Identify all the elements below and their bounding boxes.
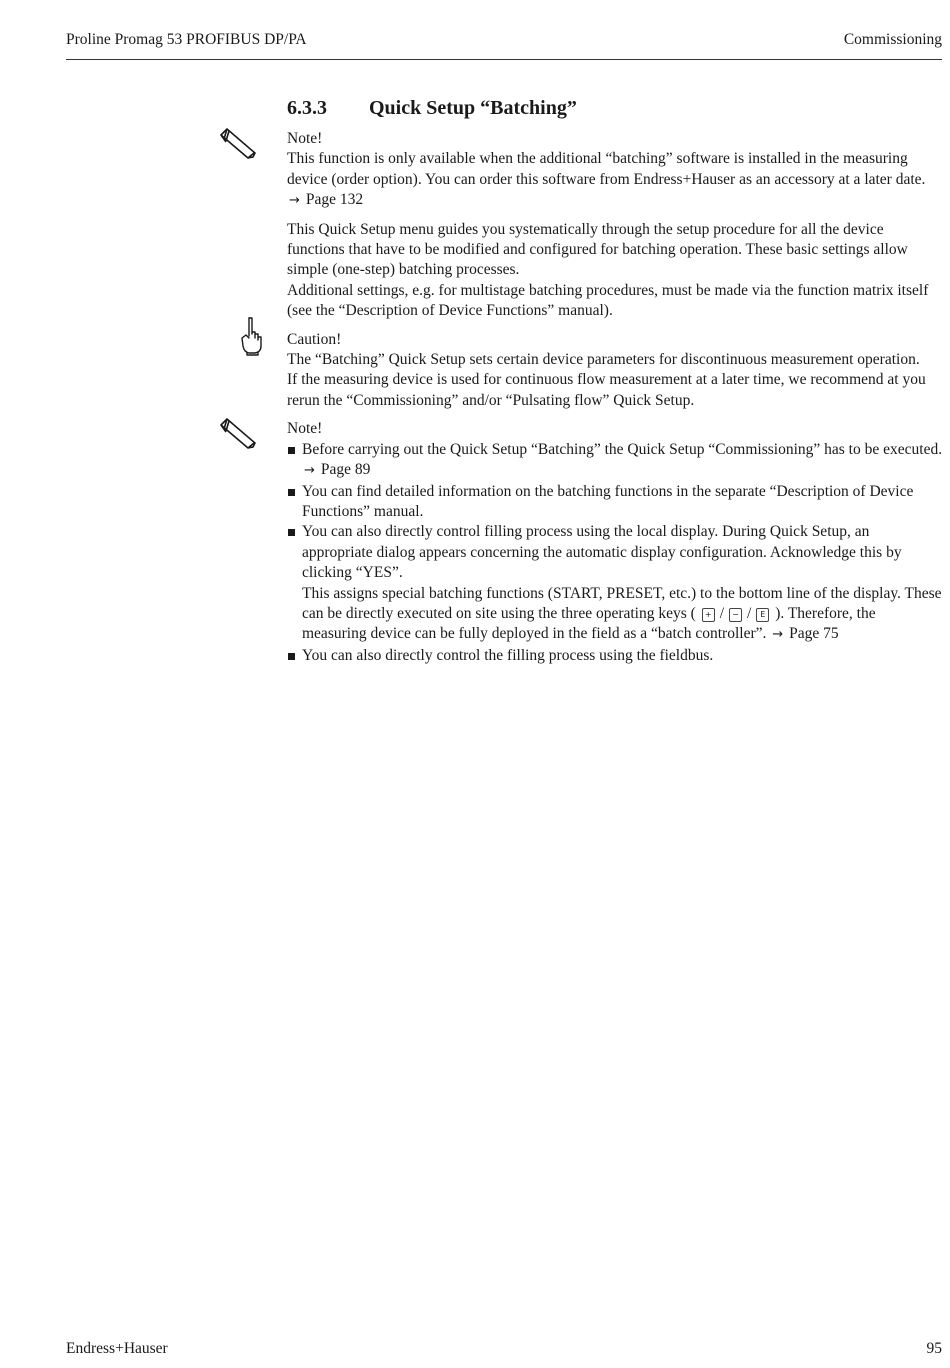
note-bullet-list — [287, 440, 943, 666]
list-item: You can also directly control the filling process using the fieldbus. — [287, 646, 943, 666]
section-heading — [287, 95, 943, 121]
caution-block — [287, 330, 943, 412]
section-title: Quick Setup “Batching” — [369, 97, 577, 119]
arrow-right-icon: → — [289, 193, 300, 209]
header-divider — [66, 59, 942, 60]
note-text: This function is only available when the additional “batching” software is installed in the measuring device (order option). You can order this software from Endress+Hauser as an accessory at a later date. → Page 132 — [287, 150, 926, 209]
bullet-square-icon — [288, 489, 295, 496]
header-document-title: Proline Promag 53 PROFIBUS DP/PA — [66, 31, 307, 48]
note-block-1 — [287, 129, 943, 212]
page-reference-link[interactable]: Page 89 — [320, 461, 371, 479]
note-label: Note! — [287, 420, 323, 438]
header-chapter-title: Commissioning — [843, 31, 942, 48]
list-item: Before carrying out the Quick Setup “Batching” the Quick Setup “Commissioning” has to be executed. → Page 89 — [287, 440, 943, 482]
caution-label: Caution! — [287, 330, 342, 348]
intro-block — [287, 220, 943, 322]
bullet-square-icon — [288, 653, 295, 660]
page-reference-link[interactable]: Page 132 — [305, 191, 364, 209]
caution-paragraph: The “Batching” Quick Setup sets certain device parameters for discontinuous measurement operation. — [287, 351, 920, 369]
pencil-note-icon — [217, 125, 259, 159]
section-number: 6.3.3 — [287, 97, 327, 119]
footer-page-number: 95 — [926, 1340, 942, 1357]
plus-key-icon: + — [702, 608, 715, 622]
list-item: You can find detailed information on the batching functions in the separate “Description of Device Functions” manual. — [287, 482, 943, 523]
caution-paragraph-2: If the measuring device is used for continuous flow measurement at a later time, we recommend at you rerun the “Commissioning” and/or “Pulsating flow” Quick Setup. — [287, 371, 926, 409]
note-label: Note! — [287, 130, 323, 147]
intro-paragraph-2: Additional settings, e.g. for multistage batching procedures, must be made via the function matrix itself (see the “Description of Device Functions” manual). — [287, 281, 929, 320]
bullet-square-icon — [288, 529, 295, 536]
main-content — [287, 95, 943, 674]
bullet-square-icon — [288, 447, 295, 454]
minus-key-icon: − — [729, 608, 742, 622]
intro-paragraph: This Quick Setup menu guides you systematically through the setup procedure for all the device functions that have to be modified and configured for batching operation. These basic settings allow simple (one-step) batching processes. — [287, 220, 908, 279]
arrow-right-icon: → — [772, 627, 784, 643]
arrow-right-icon: → — [304, 463, 315, 479]
caution-hand-icon — [239, 316, 265, 356]
list-item: You can also directly control filling process using the local display. During Quick Setup, an appropriate dialog appears concerning the automatic display configuration. Acknowledge this by clicking “YES”. This assigns special batching functions (START, PRESET, etc.) to the bottom line of the display. These can be directly executed on site using the three operating keys ( + / − / E ). Therefore, the measuring device can be fully deployed in the field as a “batch controller”. → Page 75 — [287, 522, 943, 645]
note-block-2 — [287, 419, 943, 666]
footer-company: Endress+Hauser — [66, 1340, 168, 1357]
page-reference-link[interactable]: Page 75 — [789, 625, 839, 643]
pencil-note-icon — [217, 415, 259, 449]
enter-key-icon: E — [756, 608, 769, 622]
